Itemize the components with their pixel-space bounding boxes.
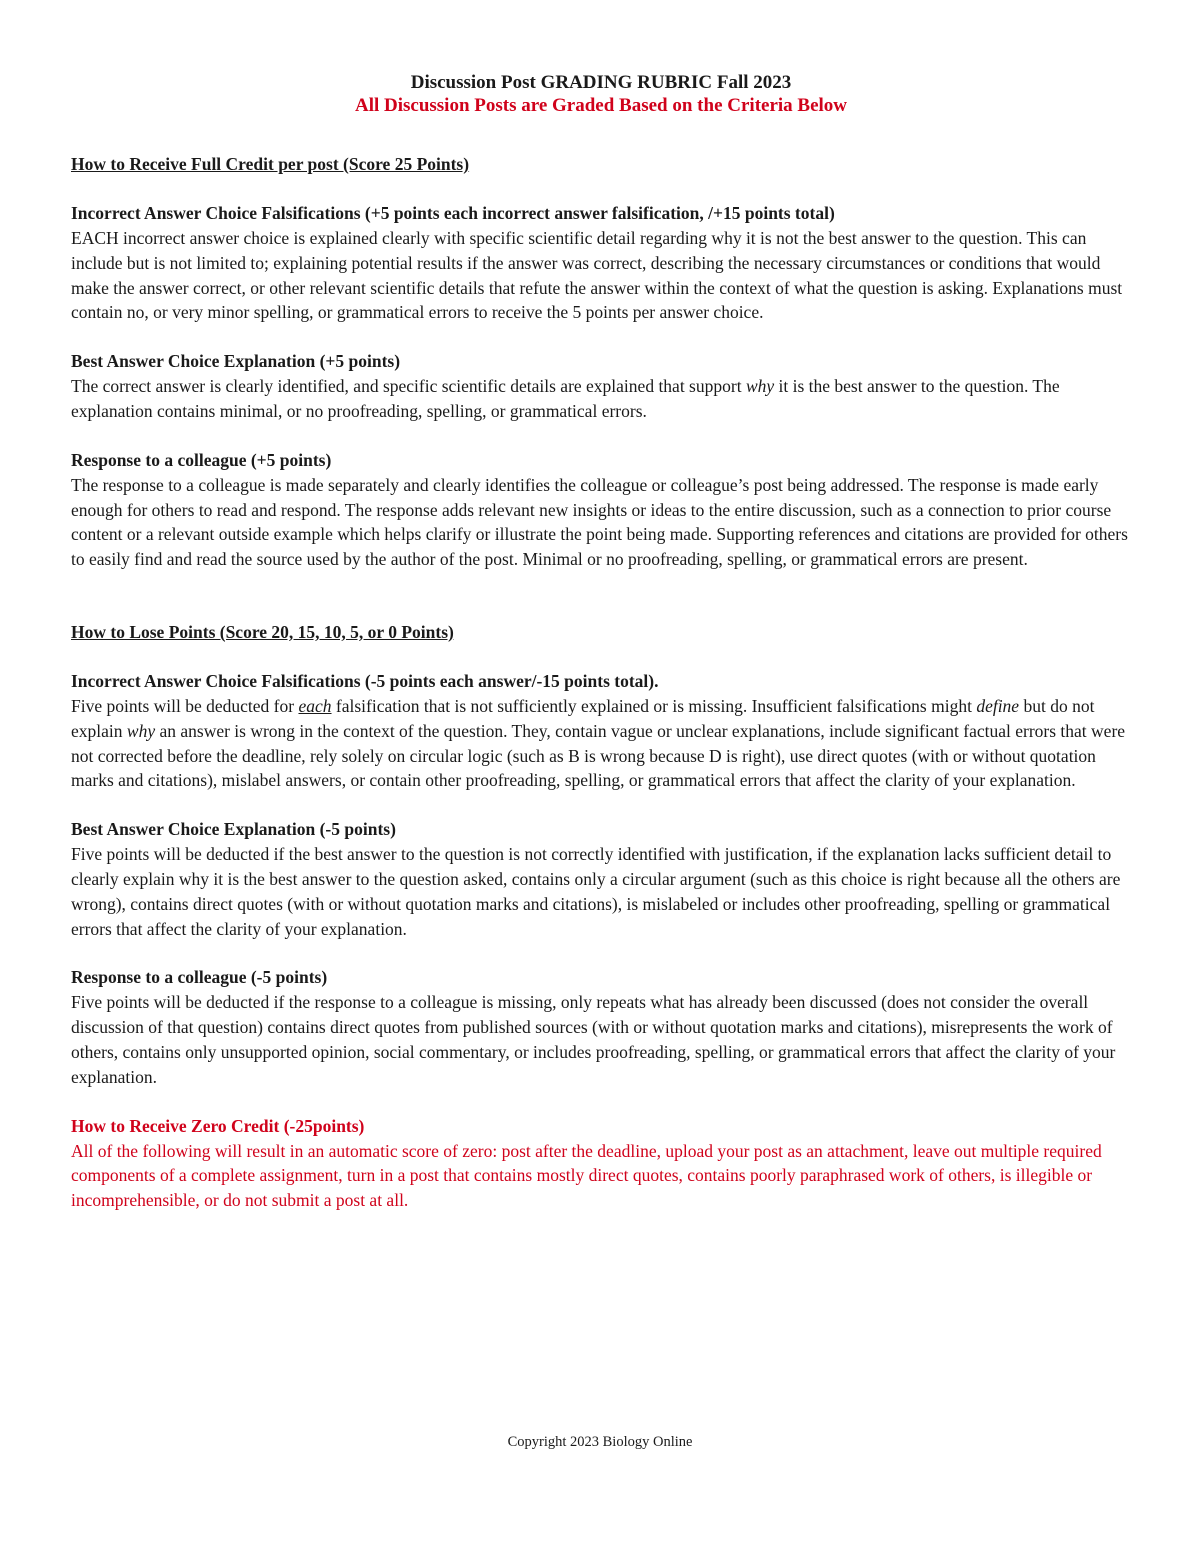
item-body-emphasis: why xyxy=(126,720,156,741)
item-body-text: Five points will be deducted for xyxy=(71,695,299,716)
item-body-text: falsification that is not sufficiently explained or is missing. Insufficient falsifications might xyxy=(331,695,977,716)
item-body: EACH incorrect answer choice is explained clearly with specific scientific detail regarding why it is not the best answer to the question. This can include but is not limited to; explaining potential results if the answer was correct, describing the necessary circumstances or conditions that would make the answer correct, or other relevant scientific details that refute the answer within the context of what the question is asking. Explanations must contain no, or very minor spelling, or grammatical errors to receive the 5 points per answer choice. xyxy=(71,228,1123,323)
copyright-footer: Copyright 2023 Biology Online xyxy=(507,1434,693,1450)
item-title: Best Answer Choice Explanation (-5 points) xyxy=(71,819,396,840)
item-body xyxy=(71,374,1131,424)
item-body-emphasis: define xyxy=(976,695,1020,716)
item-body: Five points will be deducted if the response to a colleague is missing, only repeats what has already been discussed (does not consider the overall discussion of that question) contains direct quotes from published sources (with or without quotation marks and citations), misrepresents the work of others, contains only unsupported opinion, social commentary, or includes proofreading, spelling, or grammatical errors that affect the clarity of your explanation. xyxy=(71,992,1116,1087)
lose-points-heading: How to Lose Points (Score 20, 15, 10, 5, or 0 Points) xyxy=(71,621,454,642)
lose-points-section xyxy=(71,620,1131,1090)
full-credit-heading: How to Receive Full Credit per post (Score 25 Points) xyxy=(71,154,470,174)
item-body: The response to a colleague is made separately and clearly identifies the colleague or colleague’s post being addressed. The response is made early enough for others to read and respond. The response adds relevant new insights or ideas to the entire discussion, such as a connection to prior course content or a relevant outside example which helps clarify or illustrate the point being made. Supporting references and citations are provided for others to easily find and read the source used by the author of the post. Minimal or no proofreading, spelling, or grammatical errors are present. xyxy=(71,474,1128,570)
lose-points-item-colleague-response xyxy=(71,965,1131,1089)
item-body xyxy=(71,694,1131,793)
item-title: Response to a colleague (-5 points) xyxy=(71,967,328,988)
full-credit-item-falsifications xyxy=(71,201,1131,325)
zero-credit-heading: How to Receive Zero Credit (-25points) xyxy=(71,1115,365,1136)
item-title: Best Answer Choice Explanation (+5 points) xyxy=(71,351,401,372)
full-credit-section xyxy=(71,152,1131,572)
item-body-text: but do not explain xyxy=(71,695,1095,741)
item-title: Incorrect Answer Choice Falsifications (+5 points each incorrect answer falsification, /+15 points total) xyxy=(71,203,835,223)
lose-points-item-best-answer xyxy=(71,817,1131,941)
item-title: Incorrect Answer Choice Falsifications (-5 points each answer/-15 points total). xyxy=(71,670,659,691)
zero-credit-section xyxy=(71,1114,1131,1213)
item-body-text: an answer is wrong in the context of the question. They, contain vague or unclear explanations, include significant factual errors that were not corrected before the deadline, rely solely on circular logic (such as B is wrong because D is right), use direct quotes (with or without quotation marks and citations), mislabel answers, or contain other proofreading, spelling, or grammatical errors that affect the clarity of your explanation. xyxy=(71,720,1126,791)
document-title: Discussion Post GRADING RUBRIC Fall 2023 xyxy=(410,72,792,93)
full-credit-item-colleague-response xyxy=(71,448,1131,572)
item-body-emphasis: why xyxy=(745,376,775,397)
document-subtitle: All Discussion Posts are Graded Based on the Criteria Below xyxy=(354,95,848,116)
item-title: Response to a colleague (+5 points) xyxy=(71,449,332,470)
item-body: Five points will be deducted if the best answer to the question is not correctly identified with justification, if the explanation lacks sufficient detail to clearly explain why it is the best answer to the question asked, contains only a circular argument (such as this choice is right because all the others are wrong), contains direct quotes (with or without quotation marks and citations), is mislabeled or includes other proofreading, spelling or grammatical errors that affect the clarity of your explanation. xyxy=(71,844,1121,939)
item-body-text: The correct answer is clearly identified, and specific scientific details are explained that support xyxy=(71,376,746,397)
lose-points-item-falsifications xyxy=(71,669,1131,793)
full-credit-item-best-answer xyxy=(71,349,1131,424)
rubric-document xyxy=(71,72,1131,1213)
item-body-text: it is the best answer to the question. The explanation contains minimal, or no proofreading, spelling, or grammatical errors. xyxy=(71,376,1060,421)
item-body-emphasis: each xyxy=(298,695,332,716)
zero-credit-body: All of the following will result in an automatic score of zero: post after the deadline, upload your post as an attachment, leave out multiple required components of a complete assignment, turn in a post that contains mostly direct quotes, contains poorly paraphrased work of others, is illegible or incomprehensible, or do not submit a post at all. xyxy=(71,1140,1102,1211)
